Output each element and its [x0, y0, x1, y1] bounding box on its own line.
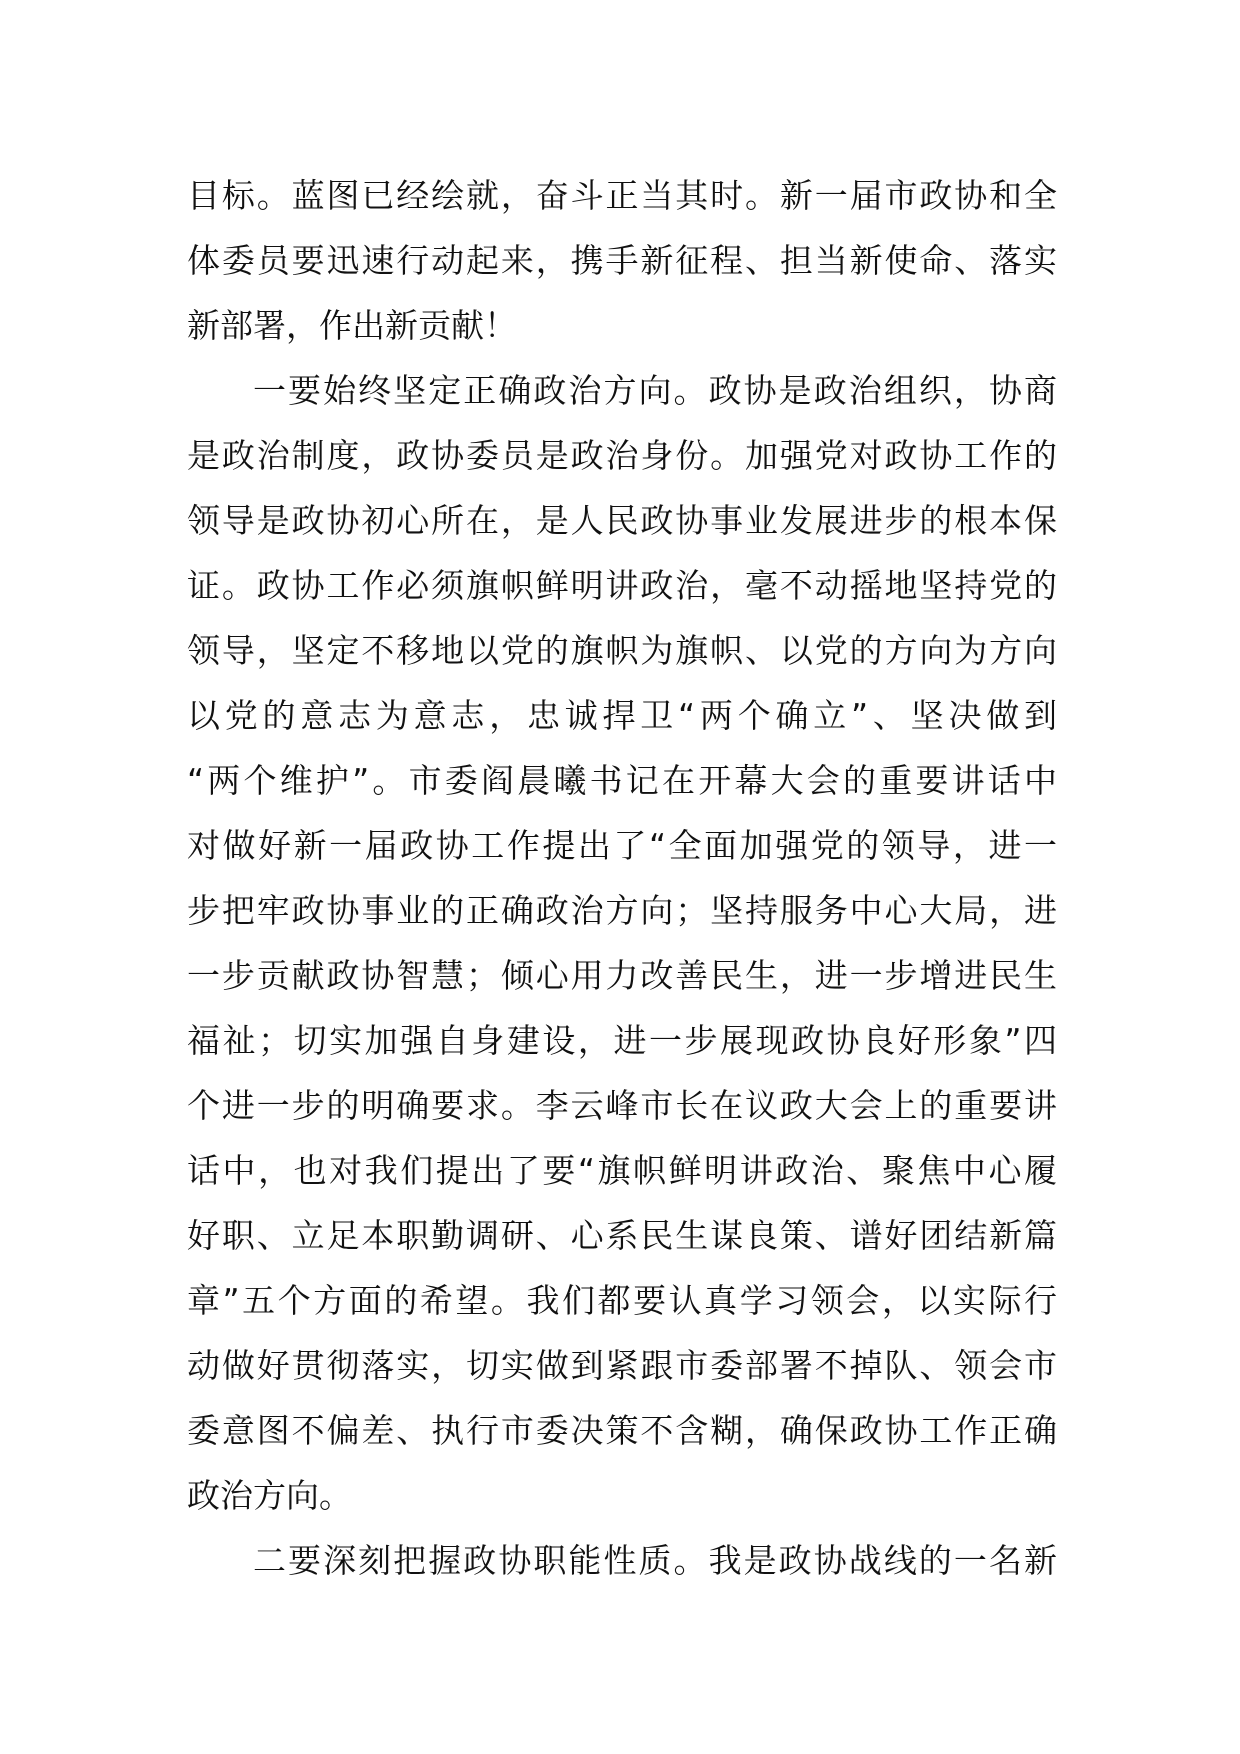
- text-line: 是政治制度，政协委员是政治身份。加强党对政协工作的: [187, 436, 1057, 475]
- text-line: 证。政协工作必须旗帜鲜明讲政治，毫不动摇地坚持党的: [187, 566, 1057, 605]
- text-line: 目标。蓝图已经绘就，奋斗正当其时。新一届市政协和全: [187, 176, 1057, 215]
- text-line: 体委员要迅速行动起来，携手新征程、担当新使命、落实: [187, 241, 1057, 280]
- text-line: 新部署，作出新贡献！: [187, 306, 517, 345]
- text-line: 章”五个方面的希望。我们都要认真学习领会，以实际行: [187, 1281, 1057, 1320]
- text-line: 领导，坚定不移地以党的旗帜为旗帜、以党的方向为方向: [187, 631, 1057, 670]
- text-line: 步把牢政协事业的正确政治方向；坚持服务中心大局，进: [187, 891, 1057, 930]
- text-line: “两个维护”。市委阎晨曦书记在开幕大会的重要讲话中: [187, 761, 1057, 800]
- text-line: 动做好贯彻落实，切实做到紧跟市委部署不掉队、领会市: [187, 1346, 1057, 1385]
- text-line: 二要深刻把握政协职能性质。我是政协战线的一名新: [253, 1541, 1057, 1580]
- text-line: 对做好新一届政协工作提出了“全面加强党的领导，进一: [187, 826, 1057, 865]
- text-line: 委意图不偏差、执行市委决策不含糊，确保政协工作正确: [187, 1411, 1057, 1450]
- text-line: 以党的意志为意志，忠诚捍卫“两个确立”、坚决做到: [187, 696, 1057, 735]
- text-line: 政治方向。: [187, 1476, 352, 1515]
- text-line: 一要始终坚定正确政治方向。政协是政治组织，协商: [253, 371, 1057, 410]
- text-line: 个进一步的明确要求。李云峰市长在议政大会上的重要讲: [187, 1086, 1057, 1125]
- text-line: 一步贡献政协智慧；倾心用力改善民生，进一步增进民生: [187, 956, 1057, 995]
- text-line: 好职、立足本职勤调研、心系民生谋良策、谱好团结新篇: [187, 1216, 1057, 1255]
- body-text: [187, 163, 1057, 1593]
- text-line: 福祉；切实加强自身建设，进一步展现政协良好形象”四: [187, 1021, 1057, 1060]
- text-line: 领导是政协初心所在，是人民政协事业发展进步的根本保: [187, 501, 1057, 540]
- text-line: 话中，也对我们提出了要“旗帜鲜明讲政治、聚焦中心履: [187, 1151, 1057, 1190]
